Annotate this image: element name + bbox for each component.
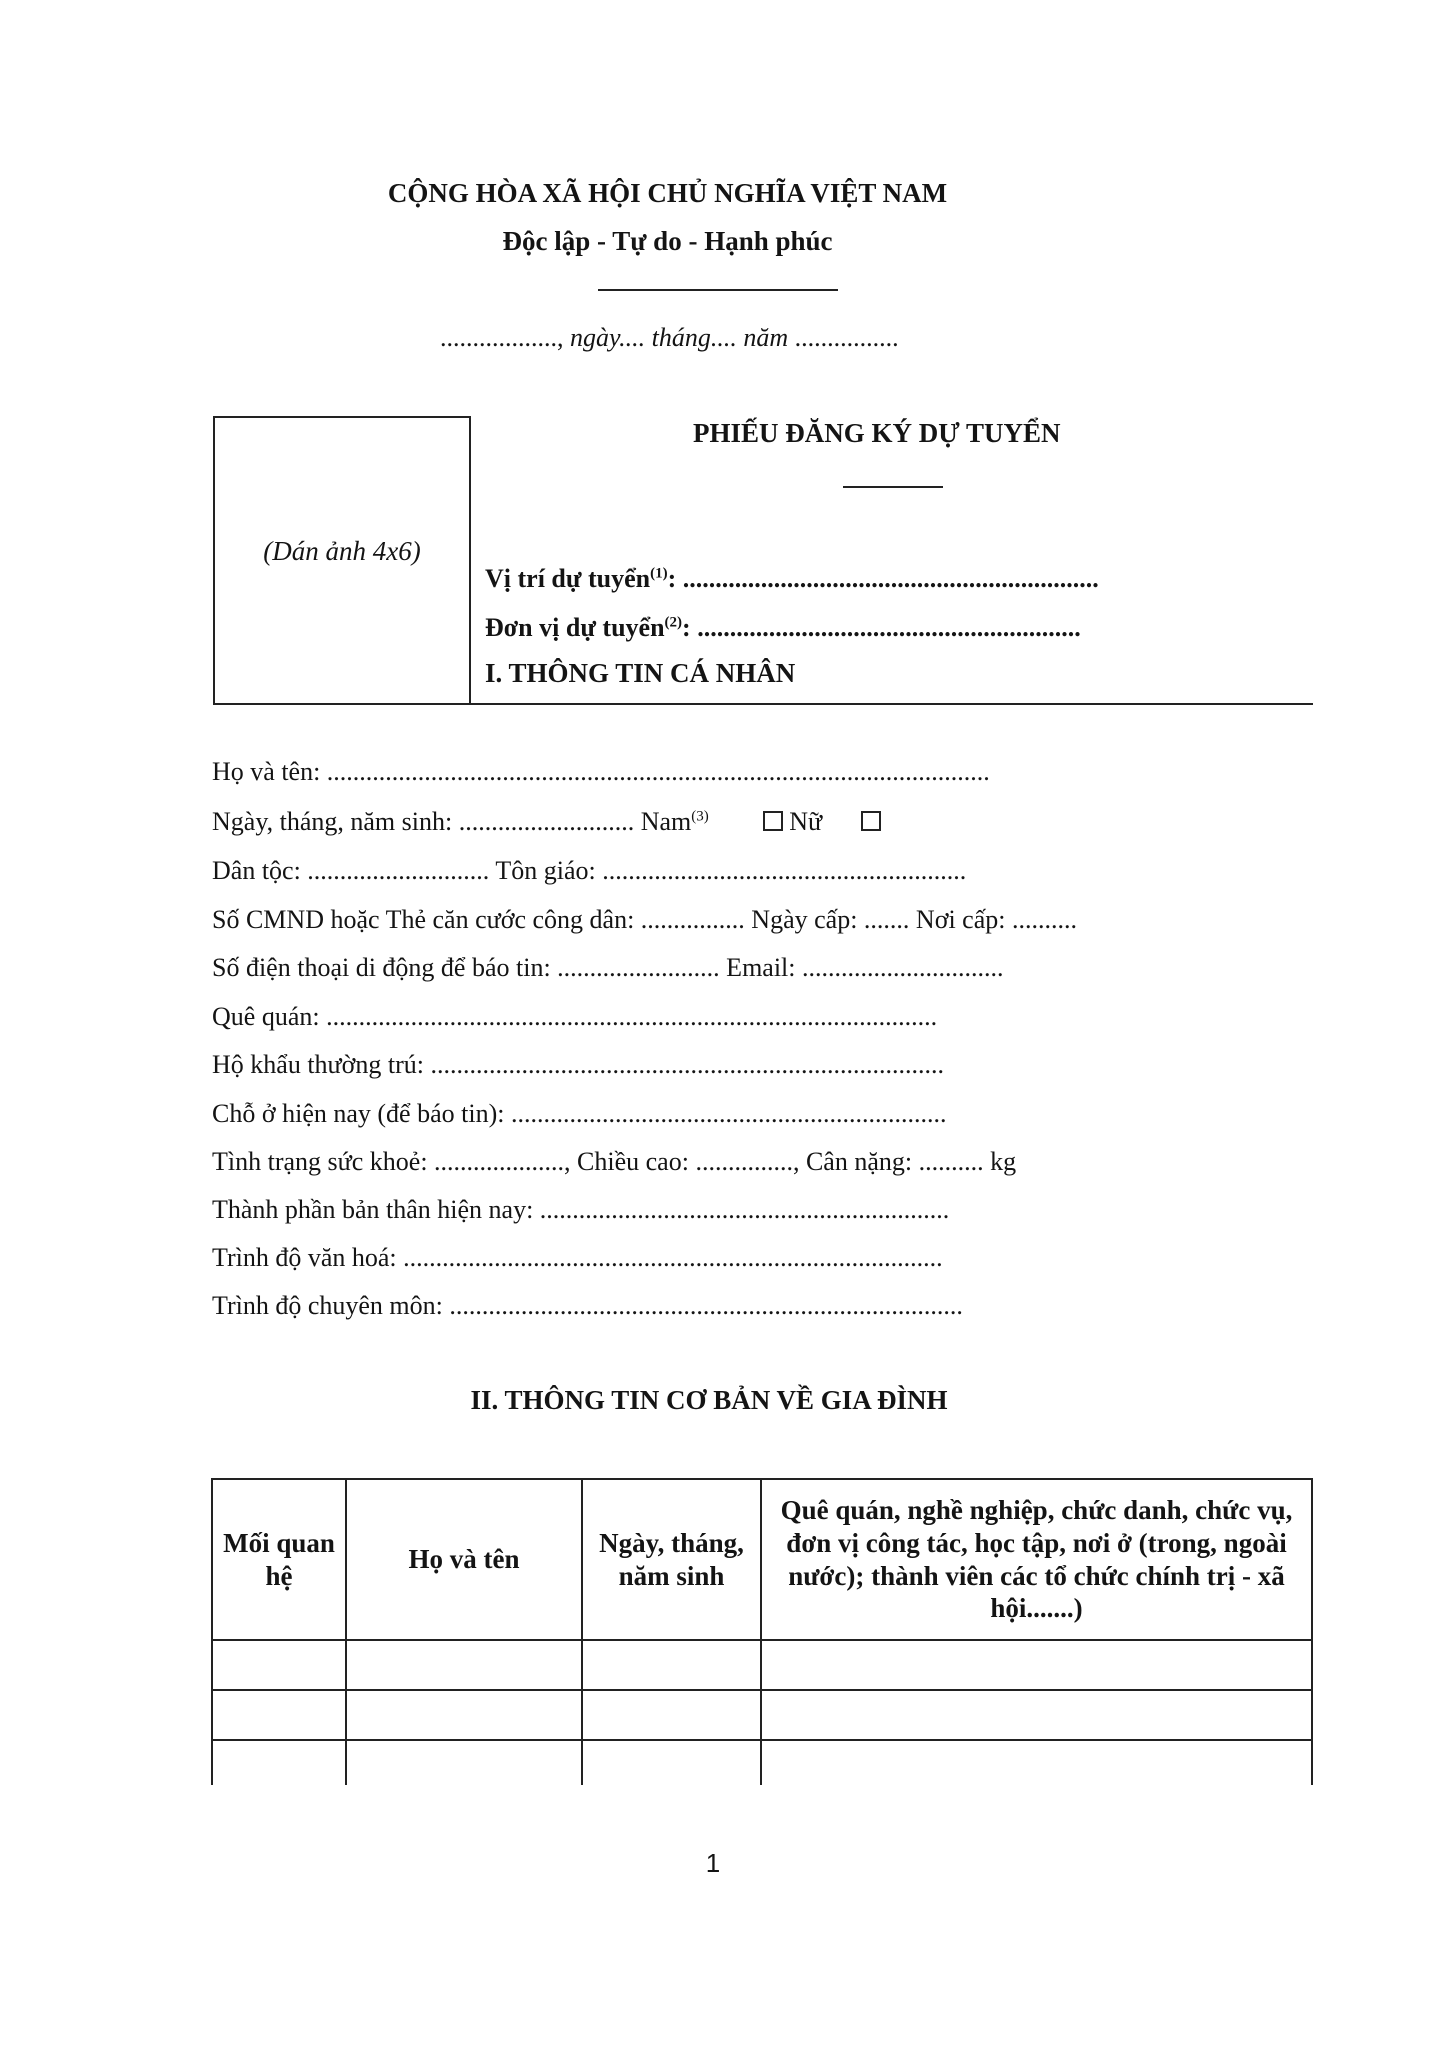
table-row [212,1740,1312,1785]
photo-box-bottom-rule [213,703,1313,705]
col-dob: Ngày, tháng, năm sinh [582,1479,761,1640]
position-dots: : ................................................................ [667,564,1099,593]
table-cell[interactable] [212,1740,346,1785]
id-card-field: Số CMND hoặc Thẻ căn cước công dân: ................ Ngày cấp: ....... Nơi cấp: .......... [212,905,1077,934]
female-label: Nữ [789,807,823,836]
country-heading: CỘNG HÒA XÃ HỘI CHỦ NGHĨA VIỆT NAM [387,178,948,208]
page-number: 1 [705,1848,721,1878]
title-divider [843,486,943,488]
date-year-dots: ................ [794,323,899,352]
dob-text: Ngày, tháng, năm sinh: ........................... Nam [212,807,692,836]
photo-box [213,416,471,704]
motto: Độc lập - Tự do - Hạnh phúc [502,226,833,256]
unit-line [485,613,1081,643]
table-cell[interactable] [582,1640,761,1690]
position-label: Vị trí dự tuyển [485,564,651,593]
family-table [211,1478,1313,1785]
photo-label: (Dán ảnh 4x6) [263,536,421,566]
hometown-field: Quê quán: .............................................................................................. [212,1002,938,1031]
section1-title: I. THÔNG TIN CÁ NHÂN [485,658,796,688]
gender-note: (3) [691,808,709,825]
date-place-dots: .................., [440,323,564,352]
family-table-header [212,1479,1312,1640]
table-cell[interactable] [346,1640,582,1690]
header-divider [598,289,838,291]
qualification-field: Trình độ chuyên môn: ............................................................................... [212,1291,963,1320]
unit-dots: : ........................................................... [682,613,1081,642]
section2-title: II. THÔNG TIN CƠ BẢN VỀ GIA ĐÌNH [470,1385,948,1415]
table-cell[interactable] [761,1740,1312,1785]
education-field: Trình độ văn hoá: ................................................................................... [212,1243,943,1272]
table-cell[interactable] [761,1640,1312,1690]
col-full-name: Họ và tên [346,1479,582,1640]
col-relationship: Mối quan hệ [212,1479,346,1640]
dob-field [212,807,887,837]
phone-email-field: Số điện thoại di động để báo tin: ......................... Email: ............................... [212,953,1004,982]
table-cell[interactable] [212,1640,346,1690]
female-checkbox[interactable] [861,811,881,831]
position-note: (1) [650,565,668,582]
col-details: Quê quán, nghề nghiệp, chức danh, chức vụ, đơn vị công tác, học tập, nơi ở (trong, ngoài nước); thành viên các tổ chức chính trị - xã hội.......) [761,1479,1312,1640]
full-name-field: Họ và tên: ...................................................................................................... [212,757,990,786]
unit-note: (2) [664,614,683,631]
date-line [440,323,899,353]
form-title: PHIẾU ĐĂNG KÝ DỰ TUYỂN [693,418,1061,448]
table-cell[interactable] [346,1690,582,1740]
table-cell[interactable] [212,1690,346,1740]
date-text: ngày.... tháng.... năm [570,323,789,352]
male-checkbox[interactable] [763,811,783,831]
position-line [485,564,1099,594]
table-cell[interactable] [582,1690,761,1740]
current-address-field: Chỗ ở hiện nay (để báo tin): ................................................................... [212,1099,947,1128]
unit-label: Đơn vị dự tuyển [485,613,665,642]
social-class-field: Thành phần bản thân hiện nay: ............................................................... [212,1195,950,1224]
ethnicity-field: Dân tộc: ............................ Tôn giáo: ........................................................ [212,856,967,885]
table-row [212,1690,1312,1740]
table-cell[interactable] [761,1690,1312,1740]
table-cell[interactable] [582,1740,761,1785]
health-field: Tình trạng sức khoẻ: ...................., Chiều cao: ..............., Cân nặng: .......... kg [212,1147,1017,1176]
residence-field: Hộ khẩu thường trú: ............................................................................... [212,1050,944,1079]
table-row [212,1640,1312,1690]
table-cell[interactable] [346,1740,582,1785]
